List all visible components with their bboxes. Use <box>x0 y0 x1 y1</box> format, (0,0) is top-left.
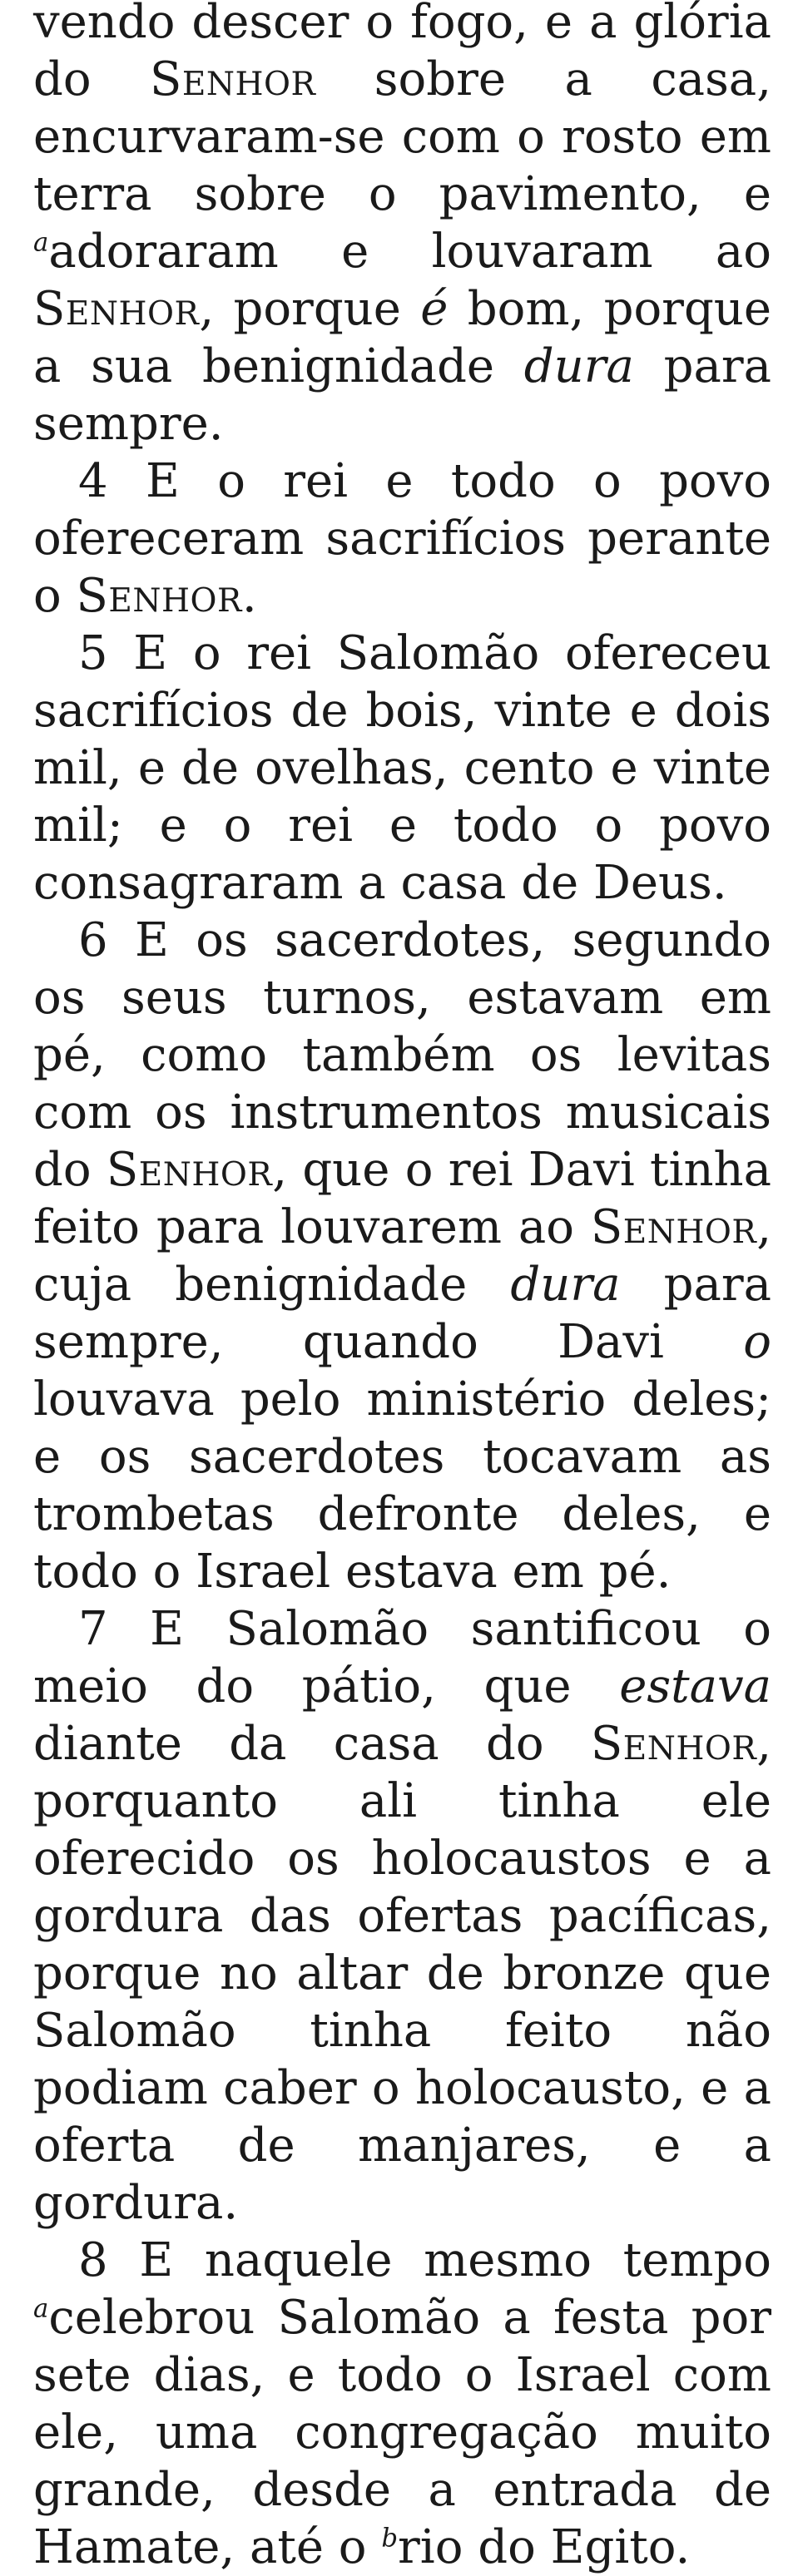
text: sobre a casa, encurvaram-se com o rosto em terra sobre o pavimento, e <box>33 52 771 221</box>
text: diante da casa do <box>33 1717 591 1771</box>
text: rio do Egito. <box>398 2520 691 2574</box>
text: 4 E o rei e todo o povo ofereceram sacrifícios perante o <box>33 454 771 623</box>
italic-word: é <box>420 282 449 336</box>
text: adoraram e louvaram ao <box>48 225 771 279</box>
text: . <box>241 569 257 623</box>
text: bom, porque a sua benignidade <box>33 282 771 393</box>
italic-word: o <box>743 1315 771 1369</box>
text: , que o rei Davi tinha feito para louvarem ao <box>33 1143 771 1254</box>
text: 6 E os sacerdotes, segundo os seus turnos, estavam em pé, como também os levitas com os instrumentos musicais do <box>33 913 771 1197</box>
text: para sempre. <box>33 339 771 451</box>
italic-word: dura <box>510 1258 621 1312</box>
lord-small-caps: Senhor <box>33 282 200 336</box>
lord-small-caps: Senhor <box>150 52 316 106</box>
text: 8 E naquele mesmo tempo <box>78 2233 771 2287</box>
lord-small-caps: Senhor <box>590 1200 757 1254</box>
verse-7 <box>33 1600 771 2232</box>
footnote-marker-a[interactable]: a <box>33 2293 49 2324</box>
text: celebrou Salomão a festa por sete dias, e todo o Israel com ele, uma congregação muito grande, desde a entrada de Hamate, até o <box>33 2291 771 2574</box>
verse-8 <box>33 2232 771 2576</box>
italic-word: dura <box>523 339 634 393</box>
verse-5 <box>33 625 771 912</box>
footnote-marker-a[interactable]: a <box>33 227 49 258</box>
text: louvava pelo ministério deles; e os sacerdotes tocavam as trombetas defronte deles, e todo o Israel estava em pé. <box>33 1372 771 1599</box>
text: vendo descer o fogo, e a glória do <box>33 0 771 106</box>
text: , porquanto ali tinha ele oferecido os holocaustos e a gordura das ofertas pacíficas, porque no altar de bronze que Salomão tinha feito não podiam caber o holocausto, e a oferta de manjares, e a gordura. <box>33 1717 771 2230</box>
italic-word: estava <box>619 1659 771 1713</box>
verse-6 <box>33 912 771 1600</box>
lord-small-caps: Senhor <box>76 569 242 623</box>
text: para sempre, quando Davi <box>33 1258 771 1369</box>
text: , porque <box>199 282 421 336</box>
lord-small-caps: Senhor <box>590 1717 757 1771</box>
text: 5 E o rei Salomão ofereceu sacrifícios de bois, vinte e dois mil, e de ovelhas, cento e vinte mil; e o rei e todo o povo consagraram a casa de Deus. <box>33 626 771 910</box>
footnote-marker-b[interactable]: b <box>381 2523 399 2554</box>
text: , cuja benignidade <box>33 1200 771 1312</box>
verse-4 <box>33 452 771 625</box>
lord-small-caps: Senhor <box>106 1143 273 1197</box>
text: 7 E Salomão santificou o meio do pátio, que <box>33 1602 771 1713</box>
verse-3-continuation <box>33 0 771 452</box>
